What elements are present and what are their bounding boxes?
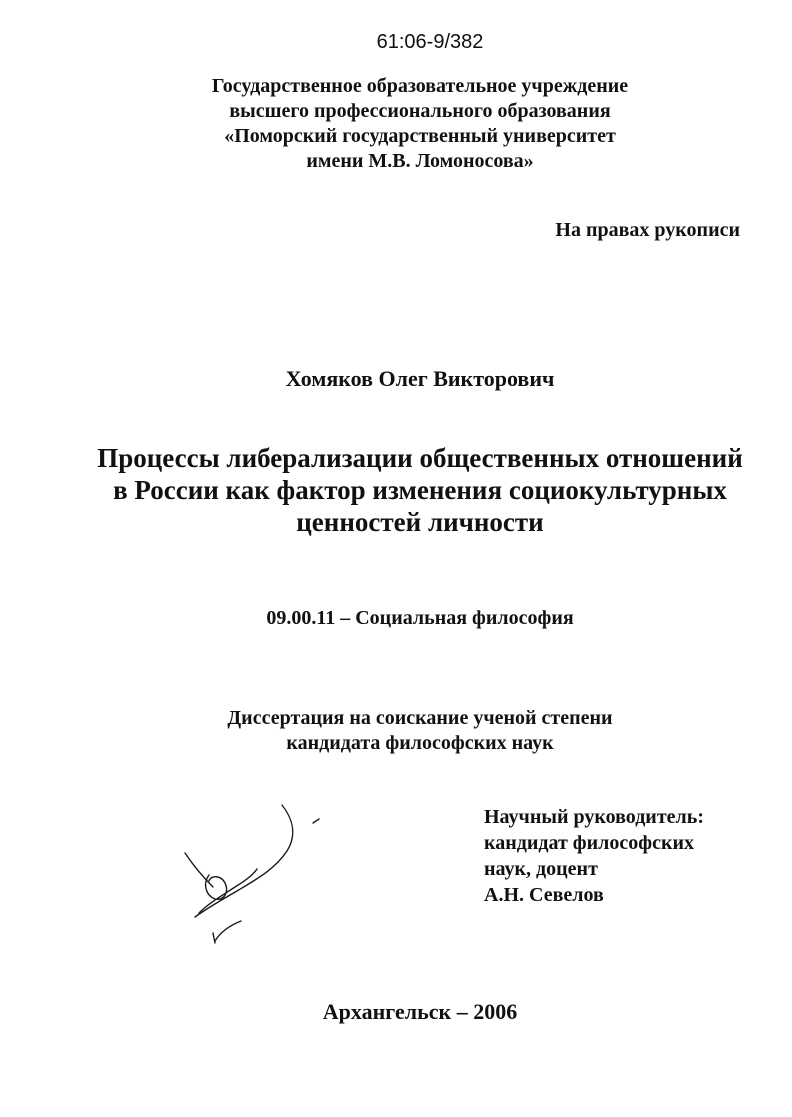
degree-line-2: кандидата философских наук — [286, 732, 554, 754]
supervisor-line-1: Научный руководитель: — [484, 806, 704, 828]
supervisor-line-4: А.Н. Севелов — [484, 884, 604, 906]
signature-stroke-1 — [195, 805, 293, 917]
signature-stroke-4 — [199, 869, 257, 913]
institution-line-2: высшего профессионального образования — [229, 100, 611, 122]
signature-stroke-7 — [213, 933, 215, 943]
handwritten-signature — [175, 795, 335, 955]
dissertation-title — [60, 442, 780, 538]
institution-block — [100, 74, 740, 174]
supervisor-line-3: наук, доцент — [484, 858, 598, 880]
supervisor-block — [484, 804, 704, 908]
institution-line-3: «Поморский государственный университет — [224, 125, 616, 147]
manuscript-rights: На правах рукописи — [555, 219, 740, 241]
author-name: Хомяков Олег Викторович — [285, 366, 555, 391]
specialty: 09.00.11 – Социальная философия — [266, 607, 574, 629]
degree-block — [100, 706, 740, 756]
signature-stroke-6 — [215, 921, 241, 941]
signature-stroke-5 — [313, 819, 319, 823]
supervisor-line-2: кандидат философских — [484, 832, 695, 854]
title-line-1: Процессы либерализации общественных отношений — [97, 443, 743, 473]
signature-stroke-2 — [185, 853, 213, 887]
call-number: 61:06-9/382 — [376, 31, 484, 53]
city-year: Архангельск – 2006 — [322, 999, 518, 1024]
title-line-3: ценностей личности — [296, 507, 544, 537]
title-line-2: в России как фактор изменения социокультурных — [113, 475, 727, 505]
degree-line-1: Диссертация на соискание ученой степени — [227, 707, 613, 729]
signature-stroke-3 — [206, 875, 227, 899]
institution-line-4: имени М.В. Ломоносова» — [306, 150, 534, 172]
institution-line-1: Государственное образовательное учреждение — [211, 75, 629, 97]
